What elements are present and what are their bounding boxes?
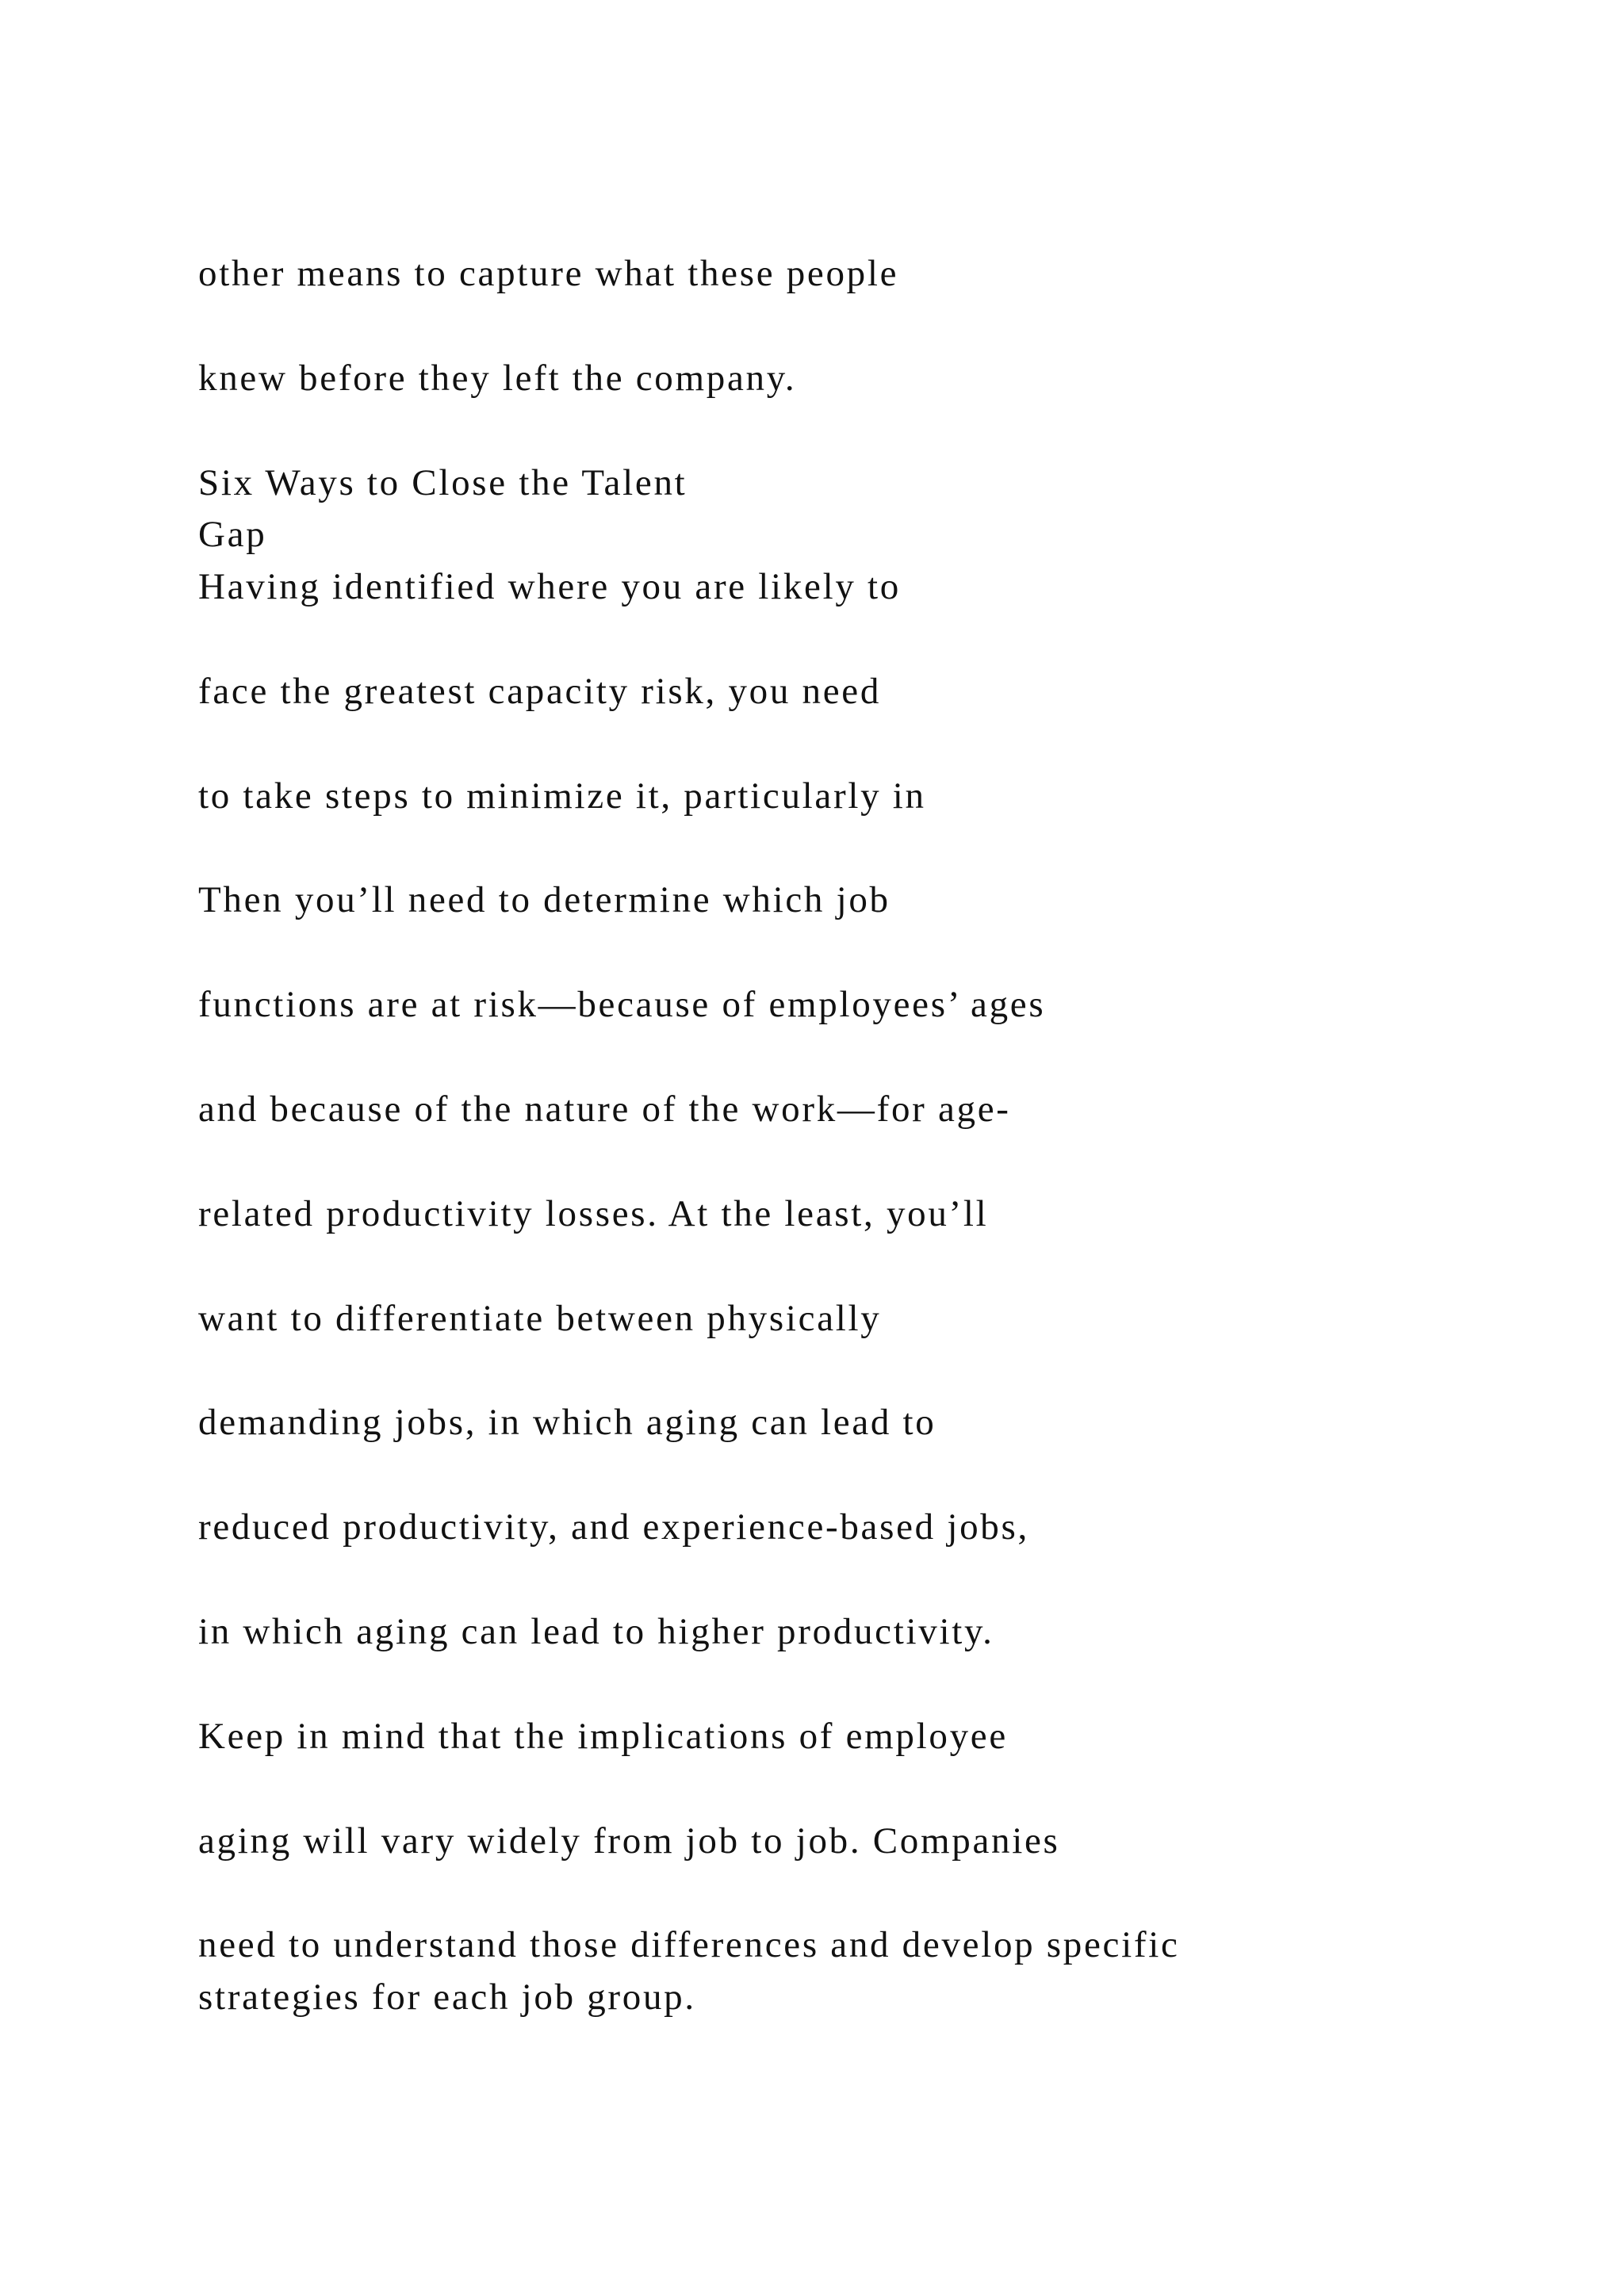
text-line: related productivity losses. At the least, you’ll <box>198 1193 989 1234</box>
text-line: Keep in mind that the implications of employee <box>198 1716 1008 1757</box>
text-line: Then you’ll need to determine which job <box>198 879 891 920</box>
text-line: face the greatest capacity risk, you need <box>198 671 882 712</box>
section-heading-line-2: Gap <box>198 514 267 555</box>
text-line: other means to capture what these people <box>198 253 899 294</box>
text-line: aging will vary widely from job to job. Companies <box>198 1820 1060 1862</box>
text-line: to take steps to minimize it, particularly in <box>198 775 926 817</box>
text-line: Having identified where you are likely to <box>198 566 901 607</box>
text-line: reduced productivity, and experience-based jobs, <box>198 1506 1029 1548</box>
text-line: in which aging can lead to higher productivity. <box>198 1611 994 1652</box>
text-line: strategies for each job group. <box>198 1976 696 2018</box>
section-heading-line-1: Six Ways to Close the Talent <box>198 462 688 503</box>
text-line: demanding jobs, in which aging can lead to <box>198 1402 936 1443</box>
text-line: knew before they left the company. <box>198 358 797 399</box>
text-line: want to differentiate between physically <box>198 1298 882 1339</box>
text-line: need to understand those differences and develop specific <box>198 1924 1180 1965</box>
text-line: and because of the nature of the work—for age- <box>198 1089 1011 1130</box>
text-line: functions are at risk—because of employees’ ages <box>198 984 1046 1025</box>
